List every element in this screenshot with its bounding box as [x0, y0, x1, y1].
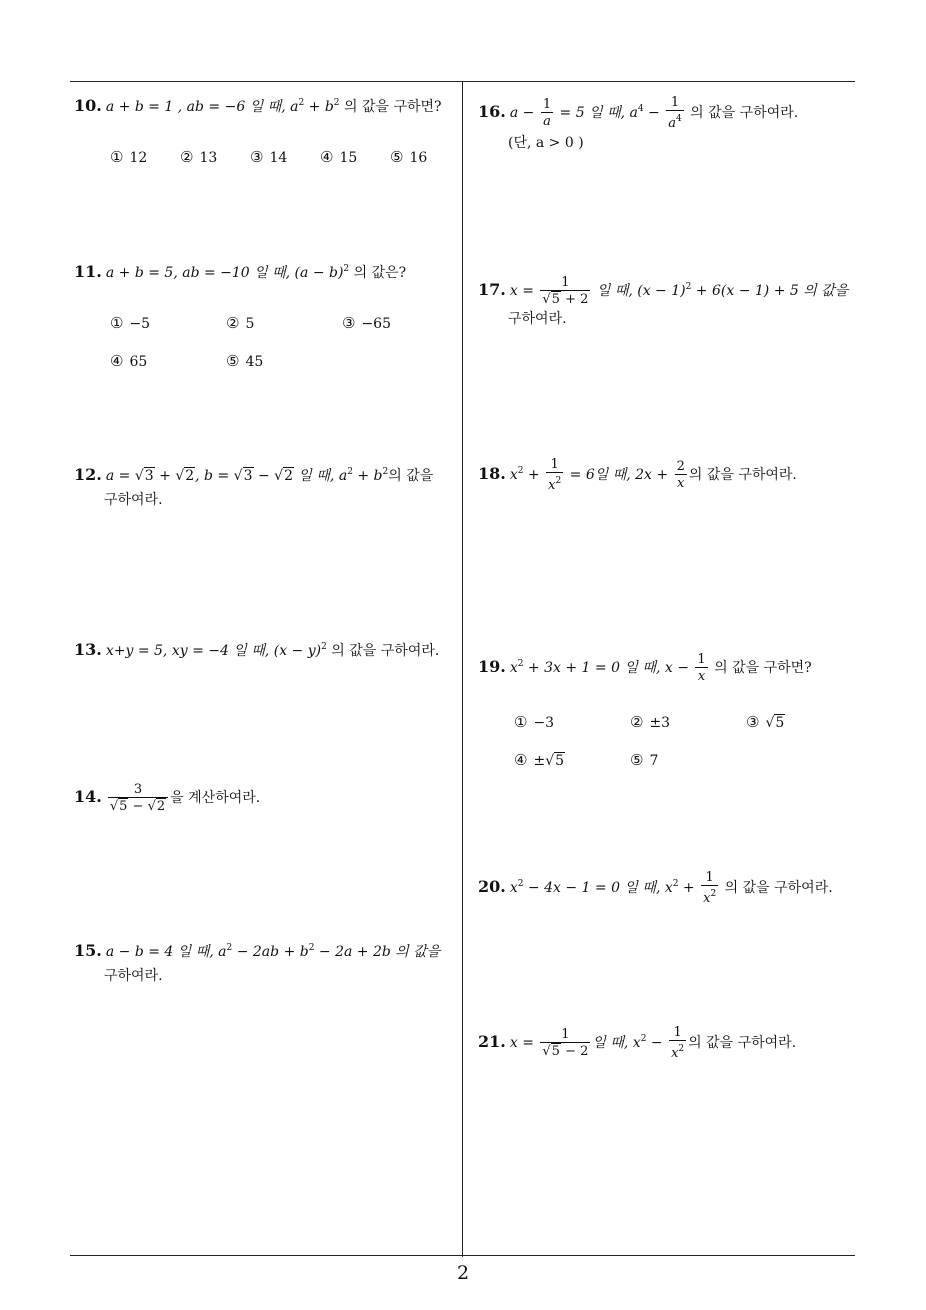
choices-19-row2 [478, 748, 860, 772]
problem-19-statement: 19. $x^2 + 3x + 1 = 0$ 일 때, x − $\frac{1}{x}$ 의 값을 구하면? [478, 652, 812, 684]
choices-11-row1 [74, 311, 458, 335]
problem-17 [478, 275, 860, 331]
problem-15-continuation: 구하여라. [104, 968, 163, 984]
problem-15-statement: 15. a − b = 4 일 때, $a^2 - 2ab + b^2 - 2a + 2b$ 의 값을 [74, 941, 441, 960]
problem-number: 15. [74, 941, 102, 960]
fraction: $\frac{1}{√5 - 2}$ [542, 1027, 589, 1059]
bottom-rule [70, 1255, 855, 1256]
problem-11 [74, 257, 458, 373]
problem-16-condition: (단, a > 0 ) [508, 135, 584, 151]
choice-5[interactable]: ⑤ 45 [226, 352, 264, 370]
page-number: 2 [456, 1262, 470, 1284]
problem-number: 13. [74, 640, 102, 659]
problem-20-statement: 20. $x^2 - 4x - 1 = 0$ 일 때, $x^2$ + $\frac{1}{x^2}$ 의 값을 구하여라. [478, 870, 833, 906]
problem-13-statement: 13. x+y = 5, xy = −4 일 때, $(x - y)^2$ 의 값을 구하여라. [74, 640, 440, 659]
choice-2[interactable]: ② 13 [180, 148, 218, 166]
choice-5[interactable]: ⑤ 16 [390, 148, 428, 166]
problem-number: 18. [478, 464, 506, 483]
choices-10 [74, 145, 458, 169]
problem-17-statement: 17. x = $\frac{1}{√5 + 2}$ 일 때, $(x - 1)^2 + 6(x - 1) + 5$ 의 값을 [478, 275, 849, 307]
fraction: $\frac{1}{a}$ [542, 97, 552, 129]
choices-19-row1 [478, 710, 860, 734]
problem-10-statement: 10. a + b = 1 , ab = −6 일 때, $a^2 + b^2$ 의 값을 구하면? [74, 96, 442, 115]
problem-14-statement: 14. $\frac{3}{√5 - √2}$ 을 계산하여라. [74, 782, 261, 814]
choice-3[interactable]: ③ −65 [342, 314, 391, 332]
problem-11-statement: 11. a + b = 5, ab = −10 일 때, $(a - b)^2$ 의 값은? [74, 262, 407, 281]
problem-16-statement: 16. a − $\frac{1}{a}$ = 5 일 때, $a^4$ − $\frac{1}{a^4}$ 의 값을 구하여라. [478, 95, 799, 131]
problem-13 [74, 635, 458, 663]
choice-3[interactable]: ③ 14 [250, 148, 288, 166]
choice-4[interactable]: ④ ±√5 [514, 751, 565, 769]
problem-number: 17. [478, 280, 506, 299]
fraction: $\frac{1}{x^2}$ [671, 1025, 685, 1061]
choice-3[interactable]: ③ √5 [746, 713, 785, 731]
problem-12-statement: 12. a = √3 + √2, b = √3 − √2 일 때, $a^2 + b^2$의 값을 [74, 465, 434, 484]
problem-number: 12. [74, 465, 102, 484]
choice-1[interactable]: ① −5 [110, 314, 151, 332]
choice-1[interactable]: ① 12 [110, 148, 148, 166]
problem-16 [478, 95, 860, 155]
choice-5[interactable]: ⑤ 7 [630, 751, 659, 769]
problem-18 [478, 457, 860, 493]
choice-2[interactable]: ② ±3 [630, 713, 671, 731]
fraction: $\frac{1}{√5 + 2}$ [542, 275, 589, 307]
fraction: $\frac{1}{x^2}$ [548, 457, 562, 493]
choice-4[interactable]: ④ 15 [320, 148, 358, 166]
problem-14 [74, 782, 458, 814]
problem-12-continuation: 구하여라. [104, 492, 163, 508]
problem-number: 20. [478, 877, 506, 896]
problem-15 [74, 936, 458, 988]
problem-17-continuation: 구하여라. [508, 311, 567, 327]
problem-21 [478, 1025, 860, 1061]
choice-1[interactable]: ① −3 [514, 713, 555, 731]
choices-11-row2 [74, 349, 458, 373]
fraction: $\frac{3}{√5 - √2}$ [108, 782, 168, 814]
problem-18-statement: 18. $x^2$ + $\frac{1}{x^2}$ = 6일 때, 2x + $\frac{2}{x}$ 의 값을 구하여라. [478, 457, 797, 493]
problem-number: 11. [74, 262, 102, 281]
column-divider [462, 81, 463, 1257]
problem-20 [478, 870, 860, 906]
choice-4[interactable]: ④ 65 [110, 352, 148, 370]
problem-number: 19. [478, 657, 506, 676]
problem-number: 16. [478, 102, 506, 121]
fraction: $\frac{1}{a^4}$ [668, 95, 682, 131]
fraction: $\frac{1}{x}$ [697, 652, 706, 684]
problem-number: 14. [74, 787, 102, 806]
problem-19 [478, 652, 860, 772]
problem-number: 10. [74, 96, 102, 115]
problem-number: 21. [478, 1032, 506, 1051]
fraction: $\frac{2}{x}$ [676, 459, 685, 491]
problem-21-statement: 21. x = $\frac{1}{√5 - 2}$ 일 때, $x^2$ − $\frac{1}{x^2}$ 의 값을 구하여라. [478, 1025, 797, 1061]
problem-10 [74, 91, 458, 169]
fraction: $\frac{1}{x^2}$ [703, 870, 717, 906]
choice-2[interactable]: ② 5 [226, 314, 255, 332]
problem-12 [74, 460, 458, 512]
